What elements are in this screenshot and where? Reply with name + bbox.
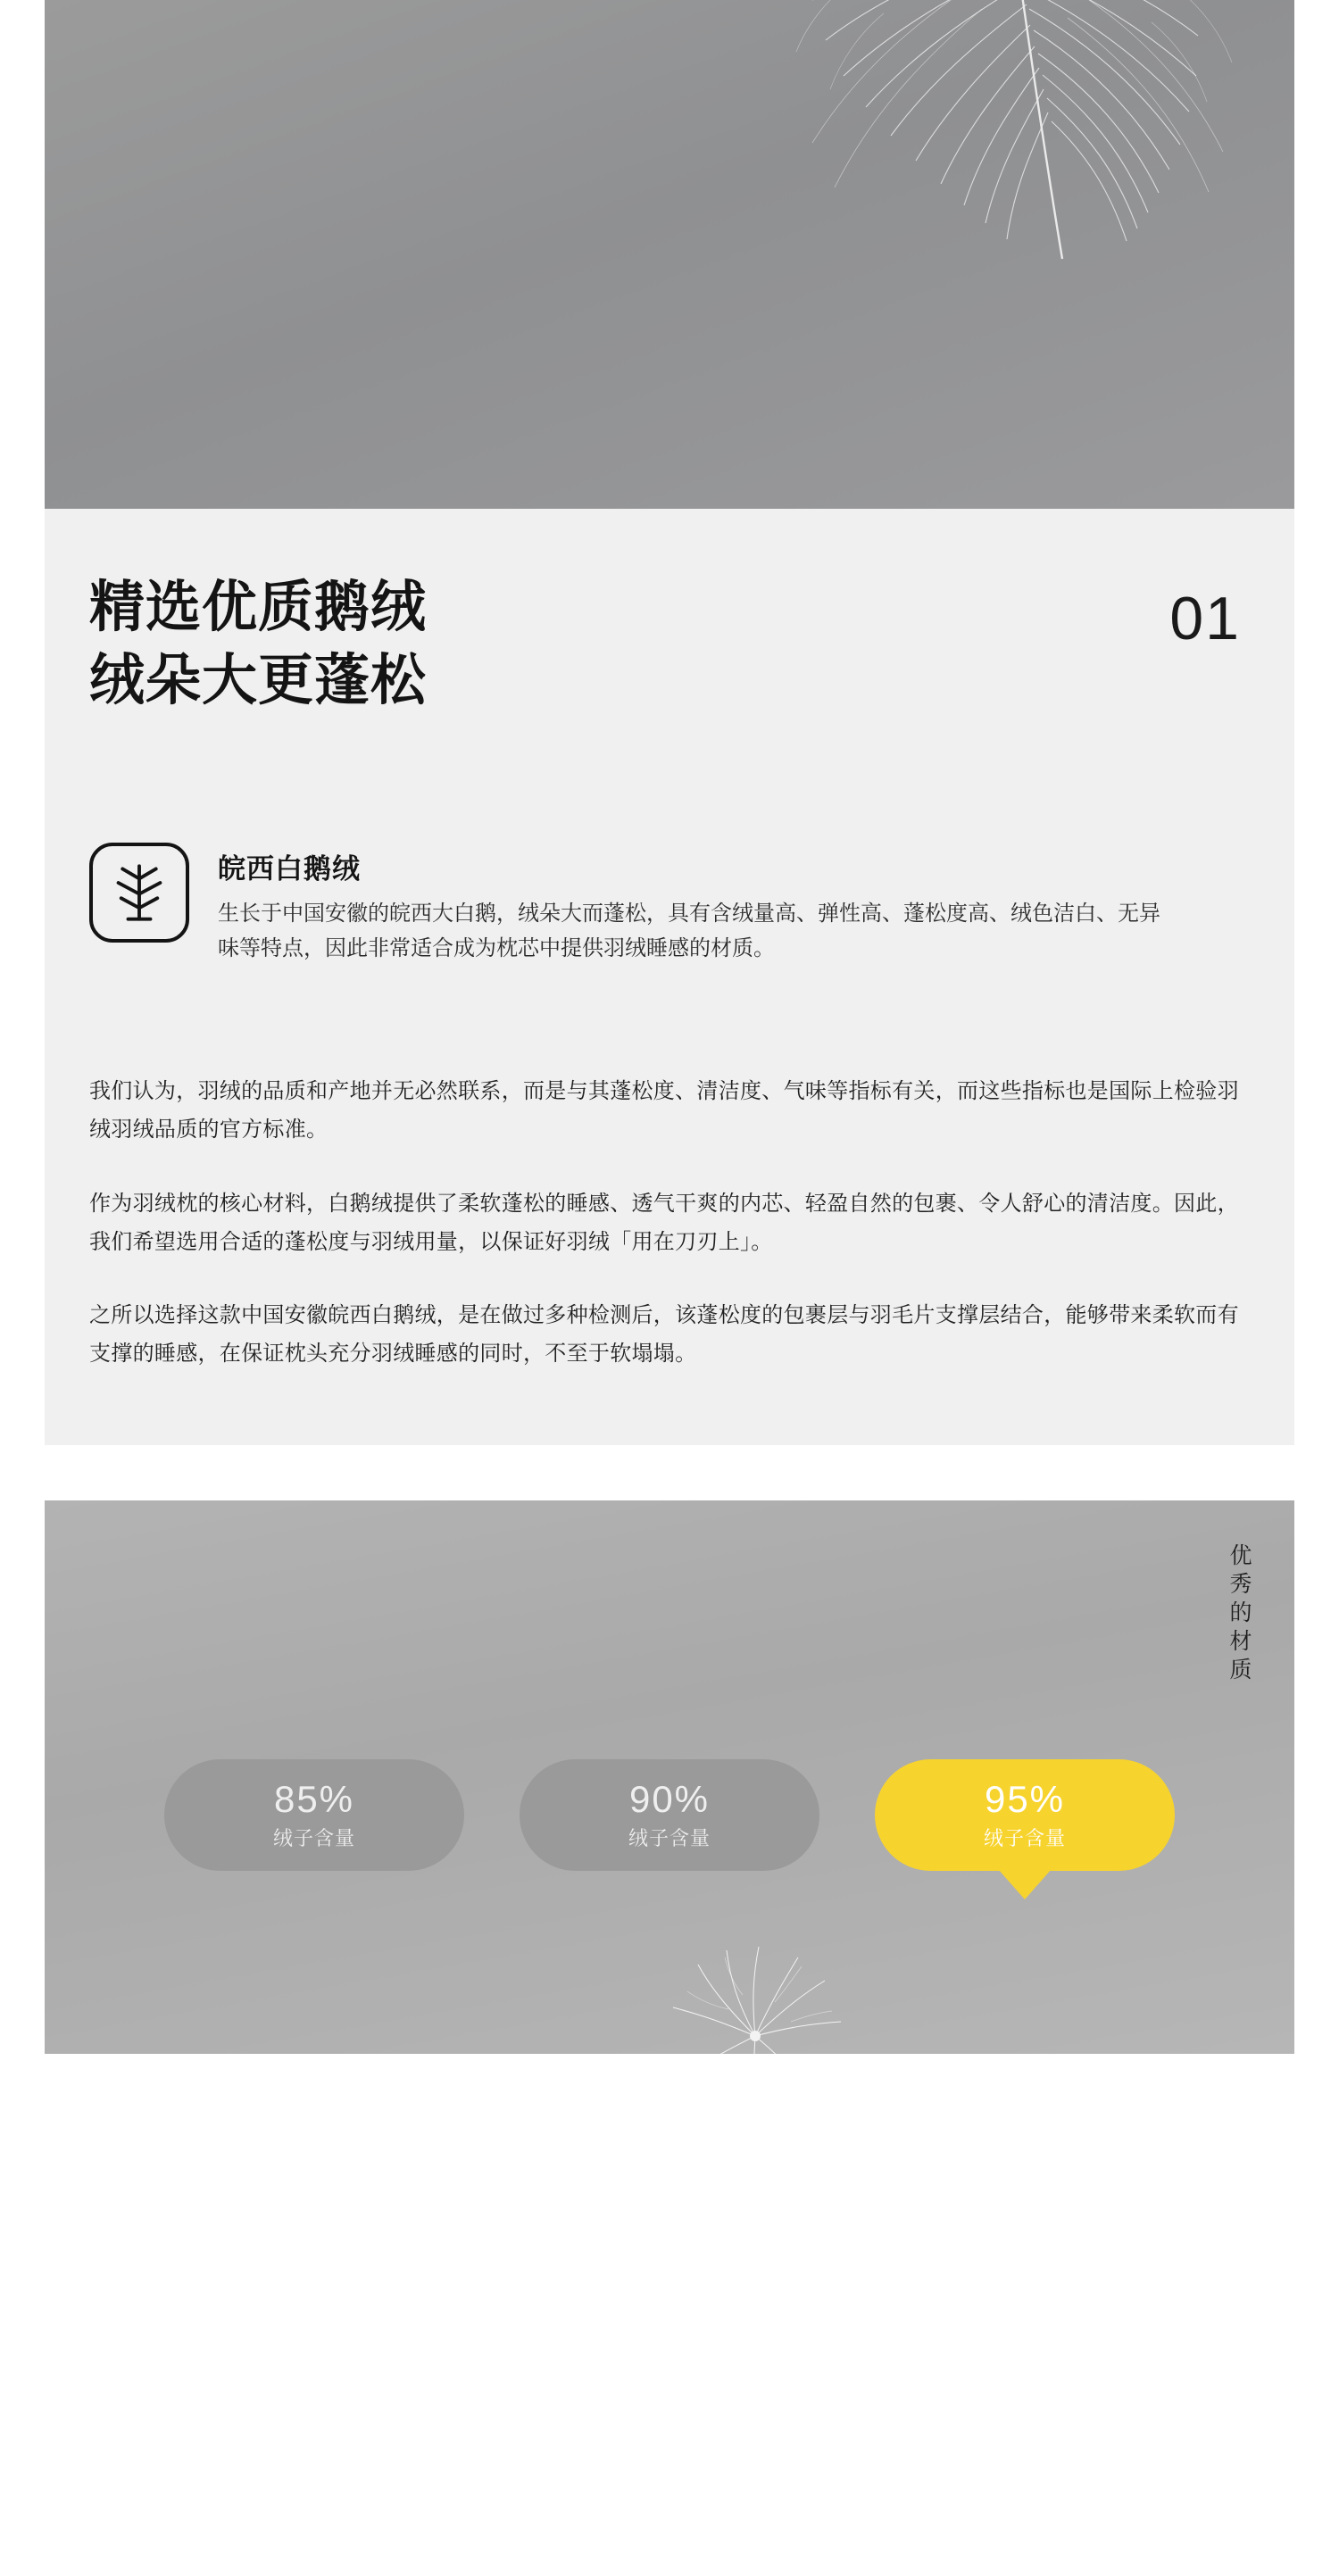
down-cluster-illustration [612,1902,898,2054]
down-content-pill-highlighted [875,1759,1175,1871]
headline-line-1: 精选优质鹅绒 [89,577,428,638]
headline-row [89,571,1250,718]
section-two-panel [45,1500,1294,2054]
section-one-panel [45,509,1294,1445]
feature-description: 生长于中国安徽的皖西大白鹅，绒朵大而蓬松，具有含绒量高、弹性高、蓬松度高、绒色洁白、无异味等特点，因此非常适合成为枕芯中提供羽绒睡感的材质。 [218,901,1160,960]
headline-line-2: 绒朵大更蓬松 [89,649,428,711]
vertical-caption: 优秀的材质 [1227,1542,1252,1686]
paragraph: 我们认为，羽绒的品质和产地并无必然联系，而是与其蓬松度、清洁度、气味等指标有关，而这些指标也是国际上检验羽绒羽绒品质的官方标准。 [89,1079,1239,1143]
body-paragraphs [89,1073,1250,1373]
down-content-pill [164,1759,464,1871]
paragraph: 之所以选择这款中国安徽皖西白鹅绒，是在做过多种检测后，该蓬松度的包裹层与羽毛片支撑层结合，能够带来柔软而有支撑的睡感，在保证枕头充分羽绒睡感的同时，不至于软塌塌。 [89,1303,1239,1366]
section-number: 01 [1169,585,1241,652]
feature-title: 皖西白鹅绒 [218,852,361,885]
hero-feather-image [45,0,1294,509]
pill-caption: 绒子含量 [628,1827,711,1850]
feather-illustration [562,0,1294,420]
pill-percent: 85% [273,1778,355,1821]
feature-text [218,843,1164,967]
pill-caption: 绒子含量 [983,1827,1066,1850]
down-content-pill-row [45,1759,1294,1871]
pill-percent: 95% [984,1778,1066,1821]
down-content-pill [520,1759,819,1871]
pill-caption: 绒子含量 [272,1827,355,1850]
pill-percent: 90% [628,1778,711,1821]
paragraph: 作为羽绒枕的核心材料，白鹅绒提供了柔软蓬松的睡感、透气干爽的内芯、轻盈自然的包裹、令人舒心的清洁度。因此，我们希望选用合适的蓬松度与羽绒用量，以保证好羽绒「用在刀刃上」。 [89,1191,1239,1254]
snowflake-tree-icon [89,843,189,943]
feature-block [89,843,1250,967]
page-title [89,571,427,718]
